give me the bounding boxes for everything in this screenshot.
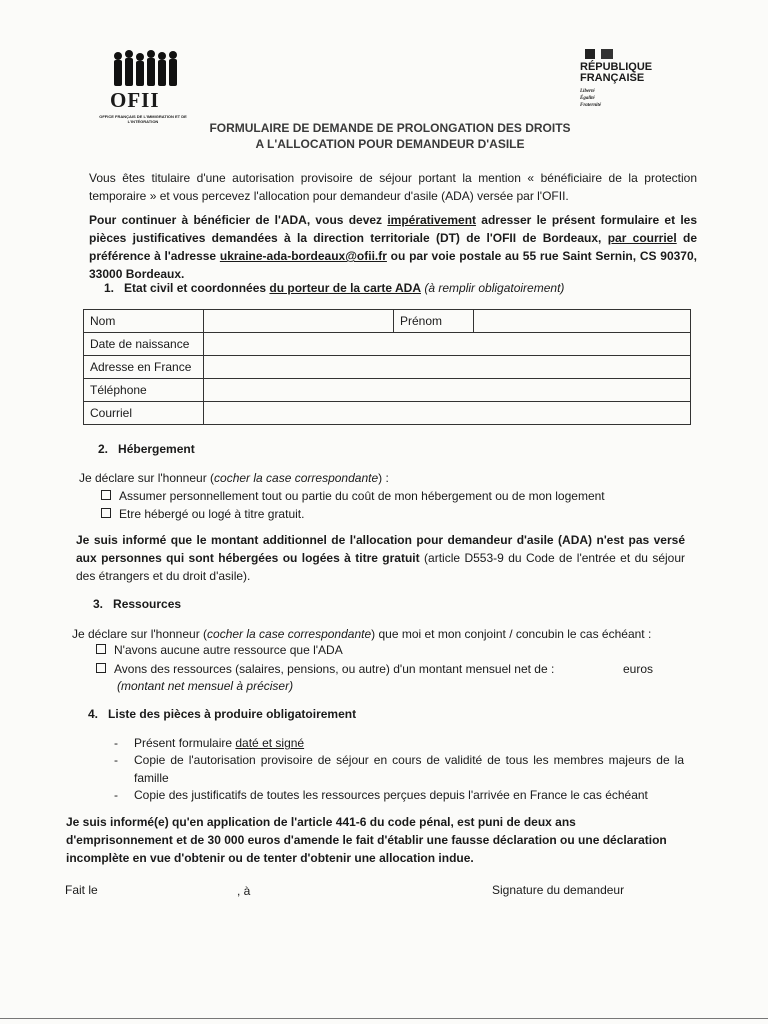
signature-label: Signature du demandeur xyxy=(492,883,625,897)
option-has-resources[interactable] xyxy=(96,660,554,678)
fait-le-label: Fait le xyxy=(65,883,98,897)
option-no-resources-label: N'avons aucune autre ressource que l'ADA xyxy=(114,643,343,657)
telephone-field[interactable] xyxy=(204,379,691,402)
motto-egalite: Égalité xyxy=(580,96,595,101)
section3-declare-text-1: Je déclare sur l'honneur ( xyxy=(72,627,208,641)
telephone-label: Téléphone xyxy=(84,379,204,402)
section3-heading-text: Ressources xyxy=(113,597,182,611)
page-bottom-rule xyxy=(0,1018,768,1019)
section3-heading xyxy=(93,595,181,613)
option-free-housing[interactable] xyxy=(101,505,304,523)
section4-heading xyxy=(88,705,356,723)
prenom-field[interactable] xyxy=(474,310,691,333)
option-self-housing[interactable] xyxy=(101,487,605,505)
prenom-label: Prénom xyxy=(394,310,474,333)
table-row xyxy=(84,356,691,379)
nom-label: Nom xyxy=(84,310,204,333)
section1-number: 1. xyxy=(104,281,115,295)
form-title-line2: A L'ALLOCATION POUR DEMANDEUR D'ASILE xyxy=(255,137,525,151)
section2-declare-note: cocher la case correspondante xyxy=(214,471,379,485)
checkbox-icon[interactable] xyxy=(101,490,111,500)
list-item-1-underlined: daté et signé xyxy=(235,736,305,750)
option-self-housing-label: Assumer personnellement tout ou partie du coût de mon hébergement ou de mon logement xyxy=(119,489,605,503)
section2-heading xyxy=(98,440,195,458)
section2-declare-text-2: ) : xyxy=(378,471,389,485)
republic-motto xyxy=(580,88,601,109)
form-title xyxy=(150,120,630,152)
ofii-logo-figures-icon xyxy=(112,50,182,88)
marianne-flag-icon xyxy=(585,49,615,59)
housing-notice xyxy=(76,531,685,585)
motto-fraternite: Fraternité xyxy=(580,103,602,108)
intro-p2-text-2: adresser le présent formulaire et les pièces justificatives demandées à la direction territoriale (DT) de l'OFII de Bordeaux, xyxy=(89,213,698,245)
ofii-email-link[interactable]: ukraine-ada-bordeaux@ofii.fr xyxy=(219,249,387,263)
checkbox-icon[interactable] xyxy=(96,663,106,673)
courriel-field[interactable] xyxy=(204,402,691,425)
adresse-label: Adresse en France xyxy=(84,356,204,379)
checkbox-icon[interactable] xyxy=(101,508,111,518)
intro-paragraph-2 xyxy=(89,211,697,283)
bullet-dash-icon: - xyxy=(114,753,118,767)
section1-heading xyxy=(104,279,664,297)
list-item-1-text: Présent formulaire xyxy=(134,736,236,750)
section3-declare-text-2: ) que moi et mon conjoint / concubin le cas échéant : xyxy=(371,627,652,641)
nom-field[interactable] xyxy=(204,310,394,333)
section1-heading-text: Etat civil et coordonnées xyxy=(124,281,270,295)
courriel-label: Courriel xyxy=(84,402,204,425)
checkbox-icon[interactable] xyxy=(96,644,106,654)
form-title-line1: FORMULAIRE DE DEMANDE DE PROLONGATION DES DROITS xyxy=(209,121,571,135)
section1-heading-note: (à remplir obligatoirement) xyxy=(424,281,565,295)
intro-p2-text-4: ou par voie postale au 55 rue Saint Sernin, CS 90370, 33000 Bordeaux. xyxy=(89,249,697,281)
section2-heading-text: Hébergement xyxy=(118,442,195,456)
motto-liberte: Liberté xyxy=(580,89,595,94)
list-item-3-text: Copie des justificatifs de toutes les ressources perçues depuis l'arrivée en France le cas échéant xyxy=(134,788,648,802)
section3-declare-note: cocher la case correspondante xyxy=(207,627,372,641)
republic-name-line1: RÉPUBLIQUE xyxy=(580,61,653,73)
section2-number: 2. xyxy=(98,442,109,456)
ofii-logo-text: OFII xyxy=(110,88,160,112)
republique-francaise-logo xyxy=(580,62,652,84)
option-has-resources-label: Avons des ressources (salaires, pensions, ou autre) d'un montant mensuel net de : xyxy=(114,662,555,676)
a-label: , à xyxy=(237,884,251,898)
option-free-housing-label: Etre hébergé ou logé à titre gratuit. xyxy=(119,507,305,521)
list-item xyxy=(114,786,648,804)
list-item-2-text: Copie de l'autorisation provisoire de séjour en cours de validité de tous les membres majeurs de la famille xyxy=(134,753,684,785)
section2-declare-text-1: Je déclare sur l'honneur ( xyxy=(79,471,215,485)
ofii-subtitle: OFFICE FRANÇAIS DE L'IMMIGRATION ET DE L'INTÉGRATION xyxy=(99,114,187,124)
intro-p2-text-3: de préférence à l'adresse xyxy=(89,231,697,263)
section1-heading-underlined: du porteur de la carte ADA xyxy=(269,281,421,295)
date-naissance-label: Date de naissance xyxy=(84,333,204,356)
intro-paragraph-1: Vous êtes titulaire d'une autorisation provisoire de séjour portant la mention « bénéficiaire de la protection temporaire » et vous percevez l'allocation pour demandeur d'asile (ADA) versée par l'OFII. xyxy=(89,171,697,203)
civil-status-table xyxy=(83,309,691,425)
table-row xyxy=(84,379,691,402)
republic-name-line2: FRANÇAISE xyxy=(580,72,645,84)
bullet-dash-icon: - xyxy=(114,788,118,802)
intro-p2-text-1: Pour continuer à bénéficier de l'ADA, vous devez xyxy=(89,213,388,227)
date-naissance-field[interactable] xyxy=(204,333,691,356)
legal-notice: Je suis informé(e) qu'en application de l'article 441-6 du code pénal, est puni de deux ans d'emprisonnement et de 30 000 euros d'amende le fait d'établir une fausse déclaration ou une déclaration incomplète en vue d'obtenir ou de tenter d'obtenir une allocation indue. xyxy=(66,815,667,865)
housing-notice-bold: Je suis informé que le montant additionnel de l'allocation pour demandeur d'asile (ADA) n'est pas versé aux personnes qui sont hébergées ou logées à titre gratuit xyxy=(76,533,685,565)
section3-number: 3. xyxy=(93,597,104,611)
list-item xyxy=(114,734,304,752)
section2-declaration xyxy=(79,469,389,487)
housing-notice-normal: (article D553-9 du Code de l'entrée et du séjour des étrangers et du droit d'asile). xyxy=(76,551,686,583)
table-row xyxy=(84,402,691,425)
intro-p2-by-mail: par courriel xyxy=(607,231,677,245)
bullet-dash-icon: - xyxy=(114,736,118,750)
section4-number: 4. xyxy=(88,707,99,721)
table-row xyxy=(84,310,691,333)
section4-heading-text: Liste des pièces à produire obligatoirement xyxy=(108,707,357,721)
adresse-field[interactable] xyxy=(204,356,691,379)
option-has-resources-note: (montant net mensuel à préciser) xyxy=(117,679,294,693)
intro-p2-emphasis: impérativement xyxy=(387,213,477,227)
option-no-resources[interactable] xyxy=(96,641,343,659)
option-has-resources-unit: euros xyxy=(623,662,654,676)
list-item xyxy=(114,751,684,787)
table-row xyxy=(84,333,691,356)
